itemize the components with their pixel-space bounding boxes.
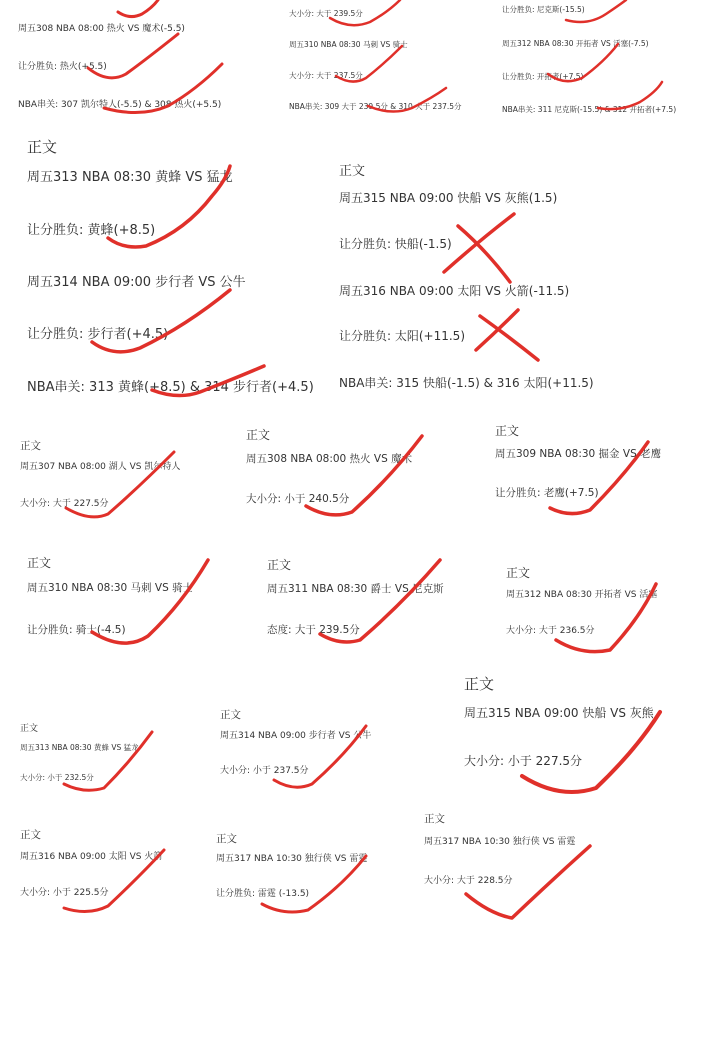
game-line: 周五309 NBA 08:30 掘金 VS 老鹰 bbox=[495, 448, 662, 460]
pick-line: 让分胜负: 太阳(+11.5) bbox=[339, 329, 465, 343]
pick-line: 大小分: 小于 237.5分 bbox=[220, 766, 309, 776]
pick-line: 让分胜负: 骑士(-4.5) bbox=[27, 624, 126, 636]
pick-line: 大小分: 大于 227.5分 bbox=[20, 499, 109, 509]
game-line: 周五311 NBA 08:30 爵士 VS 尼克斯 bbox=[267, 583, 444, 595]
game-line: 周五315 NBA 09:00 快船 VS 灰熊(1.5) bbox=[339, 191, 558, 205]
cross-mark bbox=[458, 226, 510, 282]
cross-mark bbox=[444, 214, 514, 272]
pick-line: 大小分: 小于 240.5分 bbox=[246, 493, 350, 505]
parlay-line: NBA串关: 309 大于 239.5分 & 310 大于 237.5分 bbox=[289, 102, 462, 111]
game-line: 周五312 NBA 08:30 开拓者 VS 活塞 bbox=[506, 590, 658, 600]
game-line: 周五317 NBA 10:30 独行侠 VS 雷霆 bbox=[424, 837, 576, 847]
game-line: 周五314 NBA 09:00 步行者 VS 公牛 bbox=[27, 275, 246, 290]
pick-line: 让分胜负: 黄蜂(+8.5) bbox=[27, 223, 156, 238]
game-line: 周五313 NBA 08:30 黄蜂 VS 猛龙 bbox=[27, 170, 233, 185]
pick-line: 让分胜负: 雷霆 (-13.5) bbox=[216, 889, 310, 899]
card-heading: 正文 bbox=[506, 566, 531, 580]
check-mark bbox=[118, 0, 158, 17]
card-heading: 正文 bbox=[339, 164, 366, 179]
game-line: 周五310 NBA 08:30 马刺 VS 骑士 bbox=[27, 582, 194, 594]
game-line: 周五317 NBA 10:30 独行侠 VS 雷霆 bbox=[216, 854, 368, 864]
parlay-line: NBA串关: 313 黄蜂(+8.5) & 314 步行者(+4.5) bbox=[27, 380, 314, 395]
game-line: 周五313 NBA 08:30 黄蜂 VS 猛龙 bbox=[20, 743, 139, 752]
pick-line: 让分胜负: 快船(-1.5) bbox=[339, 237, 452, 251]
card-heading: 正文 bbox=[216, 833, 237, 845]
game-line: 周五316 NBA 09:00 太阳 VS 火箭 bbox=[20, 852, 163, 862]
parlay-line: NBA串关: 315 快船(-1.5) & 316 太阳(+11.5) bbox=[339, 376, 594, 390]
card-heading: 正文 bbox=[20, 829, 41, 841]
pick-line: 大小分: 大于 239.5分 bbox=[289, 9, 363, 18]
check-mark bbox=[92, 290, 230, 352]
game-line: 周五315 NBA 09:00 快船 VS 灰熊 bbox=[464, 706, 654, 720]
game-line: 周五310 NBA 08:30 马刺 VS 骑士 bbox=[289, 40, 408, 49]
pick-line: 态度: 大于 239.5分 bbox=[267, 624, 360, 636]
pick-line: 大小分: 大于 236.5分 bbox=[506, 626, 595, 636]
card-heading: 正文 bbox=[424, 813, 445, 825]
card-heading: 正文 bbox=[27, 138, 58, 156]
pick-line: 让分胜负: 开拓者(+7.5) bbox=[502, 72, 584, 81]
card-heading: 正文 bbox=[20, 440, 41, 452]
game-line: 周五316 NBA 09:00 太阳 VS 火箭(-11.5) bbox=[339, 284, 570, 298]
game-line: 周五307 NBA 08:00 湖人 VS 凯尔特人 bbox=[20, 462, 181, 472]
pick-line: 大小分: 小于 232.5分 bbox=[20, 773, 94, 782]
pick-line: 大小分: 大于 237.5分 bbox=[289, 71, 363, 80]
game-line: 周五312 NBA 08:30 开拓者 VS 活塞(-7.5) bbox=[502, 39, 649, 48]
game-line: 周五314 NBA 09:00 步行者 VS 公牛 bbox=[220, 731, 372, 741]
pick-line: 让分胜负: 热火(+5.5) bbox=[18, 62, 107, 72]
game-line: 周五308 NBA 08:00 热火 VS 魔术 bbox=[246, 453, 413, 465]
pick-line: 让分胜负: 尼克斯(-15.5) bbox=[502, 5, 585, 14]
pick-line: 让分胜负: 步行者(+4.5) bbox=[27, 327, 169, 342]
game-line: 周五308 NBA 08:00 热火 VS 魔术(-5.5) bbox=[18, 24, 185, 34]
card-heading: 正文 bbox=[220, 709, 241, 721]
card-heading: 正文 bbox=[27, 556, 52, 570]
check-mark bbox=[522, 712, 660, 792]
cross-mark bbox=[476, 310, 518, 350]
parlay-line: NBA串关: 311 尼克斯(-15.5) & 312 开拓者(+7.5) bbox=[502, 105, 677, 114]
pick-line: 大小分: 小于 225.5分 bbox=[20, 888, 109, 898]
pick-line: 大小分: 小于 227.5分 bbox=[464, 754, 583, 768]
check-mark bbox=[262, 856, 366, 912]
card-heading: 正文 bbox=[495, 424, 520, 438]
card-heading: 正文 bbox=[20, 724, 39, 734]
pick-line: 大小分: 大于 228.5分 bbox=[424, 876, 513, 886]
card-heading: 正文 bbox=[464, 675, 495, 693]
card-heading: 正文 bbox=[246, 428, 271, 442]
pick-line: 让分胜负: 老鹰(+7.5) bbox=[495, 487, 599, 499]
card-heading: 正文 bbox=[267, 558, 292, 572]
cross-mark bbox=[480, 316, 538, 360]
parlay-line: NBA串关: 307 凯尔特人(-5.5) & 308 热火(+5.5) bbox=[18, 100, 222, 110]
